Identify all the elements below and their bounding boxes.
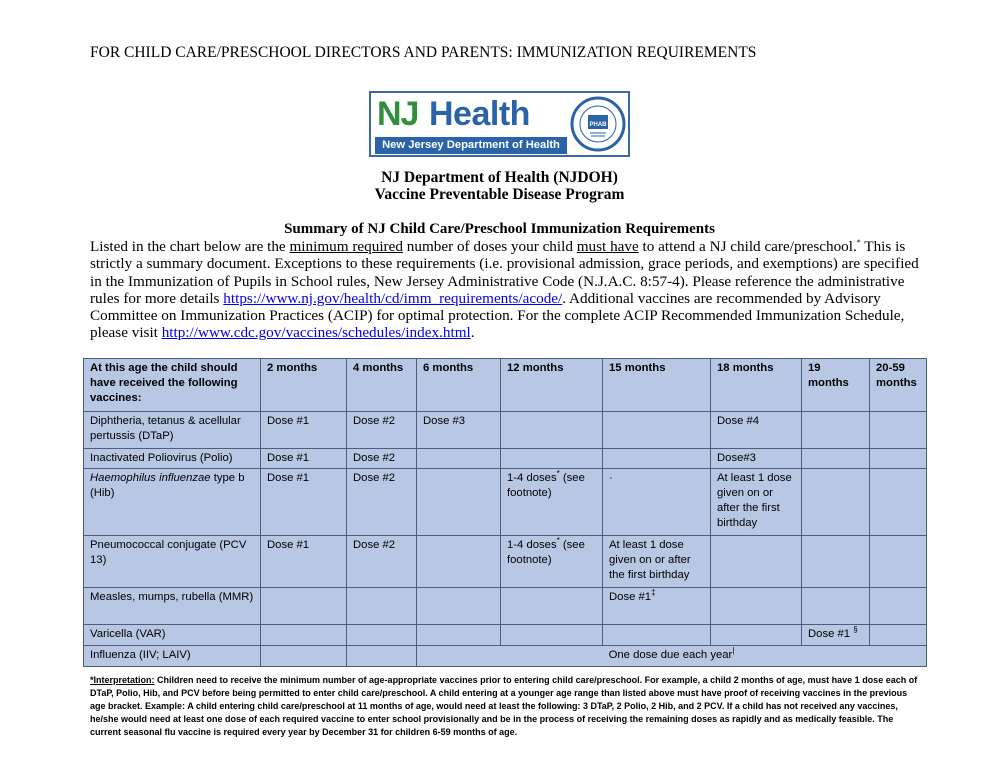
dose-cell [802, 469, 870, 536]
dose-cell: At least 1 dose given on or after the first birthday [603, 536, 711, 588]
dose-cell: Dose #1‡ [603, 588, 711, 625]
vaccine-name: Influenza (IIV; LAIV) [84, 646, 261, 667]
immunization-table [83, 358, 927, 667]
col-header: 20-59 months [870, 359, 927, 412]
footnote-text: Children need to receive the minimum number of age-appropriate vaccines prior to entering child care/preschool. For example, a child 2 months of age, must have 1 dose each of DTaP, Polio, Hib, and PCV before being permitted to enter child care/preschool. A child entering at a younger age range than listed above must have proof of receiving vaccines in the previous age bracket. Example: A child entering child care/preschool at 11 months of age, would need at least the following: 3 DTaP, 2 Polio, 2 Hib, and 2 PCV. If a child has not received any vaccines, he/she would need at least one dose of each required vaccine to enter school provisionally and be in the process of receiving the remaining doses as rapidly and as medically feasible. The current seasonal flu vaccine is required every year by December 31 for children 6-59 months of age. [90, 675, 918, 737]
vaccine-name: Measles, mumps, rubella (MMR) [84, 588, 261, 625]
dose-cell: At least 1 dose given on or after the first birthday [711, 469, 802, 536]
dose-cell [501, 449, 603, 469]
dose-cell [711, 625, 802, 646]
dose-cell [261, 625, 347, 646]
logo-nj-text: NJ [377, 95, 419, 133]
table-row [84, 412, 927, 449]
footnote-label: *Interpretation: [90, 675, 155, 685]
dose-cell [802, 536, 870, 588]
intro-paragraph: Listed in the chart below are the minimum required number of doses your child must have to attend a NJ child care/preschool.* This is strictly a summary document. Exceptions to these requirements (i.e. provisional admission, grace periods, and exemptions) are specified in the Immunization of Pupils in School rules, New Jersey Administrative Code (N.J.A.C. 8:57-4). Please reference the administrative rules for more details https://www.nj.gov/health/cd/imm_requirements/acode/. Additional vaccines are recommended by Advisory Committee on Immunization Practices (ACIP) for optimal protection. For the complete ACIP Recommended Immunization Schedule, please visit http://www.cdc.gov/vaccines/schedules/index.html. [90, 237, 919, 342]
dose-cell: Dose #1 [261, 469, 347, 536]
vaccine-name: Diphtheria, tetanus & acellular pertussis (DTaP) [84, 412, 261, 449]
dose-cell: 1-4 doses* (see footnote) [501, 536, 603, 588]
must-have-text: must have [576, 238, 639, 255]
table-header-row [84, 359, 927, 412]
table-row [84, 449, 927, 469]
col-header: 4 months [347, 359, 417, 412]
dose-cell [603, 449, 711, 469]
col-header: 6 months [417, 359, 501, 412]
dose-cell [870, 536, 927, 588]
dose-cell: Dose #1 [261, 449, 347, 469]
cdc-schedule-link[interactable]: http://www.cdc.gov/vaccines/schedules/index.html [161, 324, 471, 342]
dose-cell [603, 625, 711, 646]
footnote [90, 674, 920, 739]
dose-cell [870, 412, 927, 449]
flu-span-cell: One dose due each year| [417, 646, 927, 667]
dose-cell [501, 625, 603, 646]
dose-cell [802, 449, 870, 469]
table-row [84, 646, 927, 667]
dose-cell: Dose #1 [261, 536, 347, 588]
dose-cell: Dose#3 [711, 449, 802, 469]
dose-cell [870, 588, 927, 625]
phab-seal-icon [570, 95, 626, 153]
vaccine-name: Varicella (VAR) [84, 625, 261, 646]
dose-cell [802, 588, 870, 625]
minimum-required-text: minimum required [289, 238, 403, 255]
dose-cell [802, 412, 870, 449]
dose-cell [417, 625, 501, 646]
col-header: At this age the child should have received the following vaccines: [84, 359, 261, 412]
admin-code-link[interactable]: https://www.nj.gov/health/cd/imm_requirements/acode/ [223, 289, 563, 307]
dose-cell [501, 588, 603, 625]
dose-cell: Dose #2 [347, 536, 417, 588]
dose-cell [347, 588, 417, 625]
dose-cell: Dose #3 [417, 412, 501, 449]
dose-cell [711, 588, 802, 625]
summary-title: Summary of NJ Child Care/Preschool Immunization Requirements [284, 221, 715, 237]
dose-cell [870, 625, 927, 646]
dose-cell [603, 412, 711, 449]
dose-cell: Dose #2 [347, 469, 417, 536]
dose-cell [261, 646, 347, 667]
dose-cell [347, 646, 417, 667]
dose-cell [347, 625, 417, 646]
col-header: 19 months [802, 359, 870, 412]
dose-cell: Dose #1 § [802, 625, 870, 646]
dose-cell [501, 412, 603, 449]
org-name: NJ Department of Health (NJDOH) [381, 169, 618, 186]
table-row [84, 588, 927, 625]
dose-cell: Dose #4 [711, 412, 802, 449]
col-header: 18 months [711, 359, 802, 412]
logo-subtitle: New Jersey Department of Health [375, 137, 567, 154]
dose-cell: Dose #2 [347, 449, 417, 469]
table-row [84, 625, 927, 646]
page-heading: FOR CHILD CARE/PRESCHOOL DIRECTORS AND PARENTS: IMMUNIZATION REQUIREMENTS [90, 44, 757, 61]
dose-cell [417, 588, 501, 625]
seal-label: PHAB [589, 122, 607, 128]
dose-cell: · [603, 469, 711, 536]
dose-cell [870, 449, 927, 469]
program-name: Vaccine Preventable Disease Program [374, 186, 625, 203]
dose-cell [870, 469, 927, 536]
dose-cell [417, 469, 501, 536]
logo-health-text: Health [429, 95, 530, 133]
dose-cell [417, 536, 501, 588]
dose-cell: Dose #2 [347, 412, 417, 449]
table-row [84, 536, 927, 588]
njdoh-logo [369, 91, 630, 157]
dose-cell [261, 588, 347, 625]
vaccine-name: Inactivated Poliovirus (Polio) [84, 449, 261, 469]
col-header: 15 months [603, 359, 711, 412]
vaccine-name: Haemophilus influenzae type b (Hib) [84, 469, 261, 536]
dose-cell: 1-4 doses* (see footnote) [501, 469, 603, 536]
vaccine-name: Pneumococcal conjugate (PCV 13) [84, 536, 261, 588]
col-header: 2 months [261, 359, 347, 412]
table-row [84, 469, 927, 536]
dose-cell [417, 449, 501, 469]
col-header: 12 months [501, 359, 603, 412]
dose-cell: Dose #1 [261, 412, 347, 449]
dose-cell [711, 536, 802, 588]
